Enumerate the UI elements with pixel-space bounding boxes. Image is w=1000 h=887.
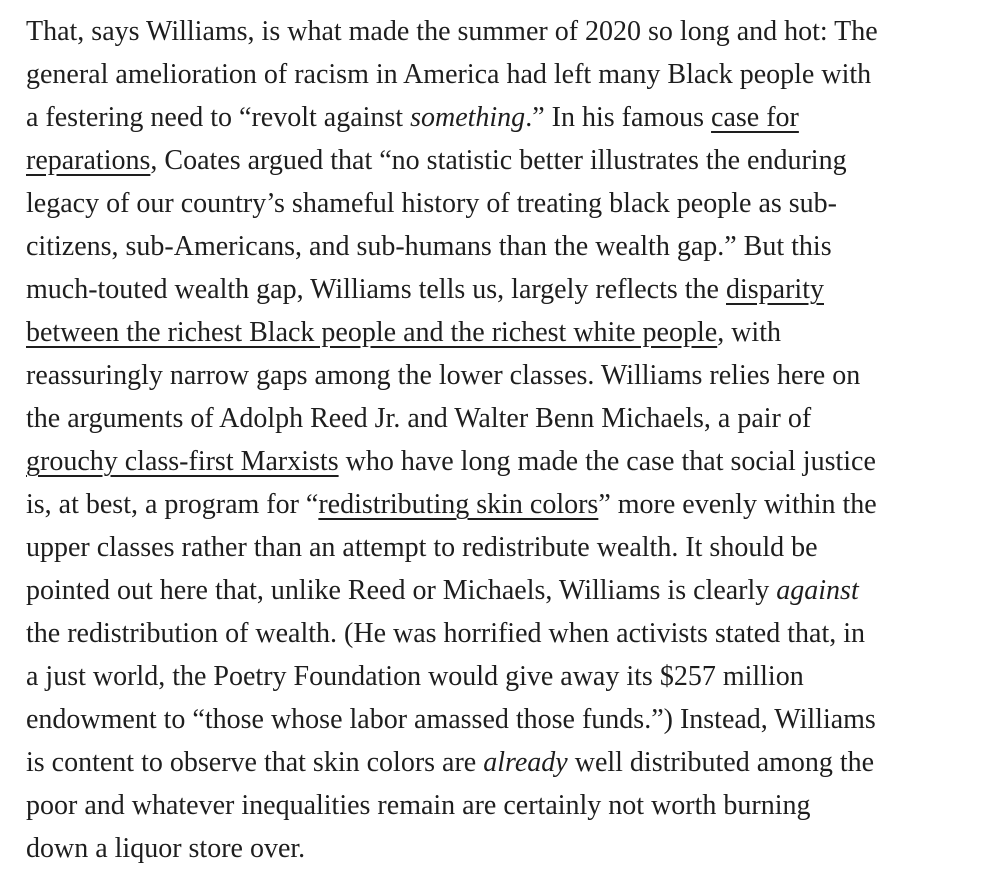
text-run: the arguments of Adolph Reed Jr. and Walter Benn Michaels, a pair of xyxy=(26,403,812,434)
text-line xyxy=(26,182,837,225)
disparity-link[interactable]: disparity xyxy=(726,274,824,305)
text-line xyxy=(26,225,832,268)
text-run: upper classes rather than an attempt to redistribute wealth. It should be xyxy=(26,532,818,563)
text-line xyxy=(26,655,804,698)
text-line xyxy=(26,397,811,440)
case-for-reparations-link[interactable]: case for xyxy=(711,102,799,133)
text-line xyxy=(26,354,860,397)
text-line xyxy=(26,741,874,784)
text-run: , with xyxy=(717,317,781,348)
text-run: citizens, sub-Americans, and sub-humans than the wealth gap.” But this xyxy=(26,231,832,262)
text-line xyxy=(26,139,847,182)
text-run: well distributed among the xyxy=(567,747,875,778)
text-line xyxy=(26,440,876,483)
text-run: much-touted wealth gap, Williams tells us, largely reflects the xyxy=(26,274,726,305)
text-line xyxy=(26,612,865,655)
text-run: reassuringly narrow gaps among the lower classes. Williams relies here on xyxy=(26,360,861,391)
text-run: pointed out here that, unlike Reed or Michaels, Williams is clearly xyxy=(26,575,777,606)
text-run: who have long made the case that social justice xyxy=(338,446,876,477)
text-run: ” more evenly within the xyxy=(598,489,877,520)
text-run: general amelioration of racism in America had left many Black people with xyxy=(26,59,872,90)
italic-text: against xyxy=(776,575,859,606)
text-line xyxy=(26,311,781,354)
text-run: down a liquor store over. xyxy=(26,833,306,864)
text-run: is, at best, a program for “ xyxy=(26,489,319,520)
text-run: a just world, the Poetry Foundation would give away its $257 million xyxy=(26,661,804,692)
text-line xyxy=(26,698,876,741)
text-run: , Coates argued that “no statistic better illustrates the enduring xyxy=(150,145,847,176)
text-run: is content to observe that skin colors are xyxy=(26,747,484,778)
text-run: .” In his famous xyxy=(525,102,712,133)
text-run: poor and whatever inequalities remain are certainly not worth burning xyxy=(26,790,811,821)
text-line xyxy=(26,483,877,526)
text-run: a festering need to “revolt against xyxy=(26,102,411,133)
text-line xyxy=(26,526,818,569)
class-first-marxists-link[interactable]: grouchy class-first Marxists xyxy=(26,446,339,477)
text-line xyxy=(26,268,824,311)
text-line xyxy=(26,53,871,96)
text-run: That, says Williams, is what made the summer of 2020 so long and hot: The xyxy=(26,16,878,47)
text-run: the redistribution of wealth. (He was horrified when activists stated that, in xyxy=(26,618,866,649)
text-line xyxy=(26,569,859,612)
case-for-reparations-link[interactable]: reparations xyxy=(26,145,151,176)
text-line xyxy=(26,10,878,53)
disparity-link[interactable]: between the richest Black people and the richest white people xyxy=(26,317,718,348)
redistributing-skin-colors-link[interactable]: redistributing skin colors xyxy=(318,489,599,520)
italic-text: already xyxy=(483,747,568,778)
text-line xyxy=(26,827,305,870)
text-line xyxy=(26,784,811,827)
text-run: endowment to “those whose labor amassed those funds.”) Instead, Williams xyxy=(26,704,876,735)
italic-text: something xyxy=(410,102,526,133)
text-line xyxy=(26,96,799,139)
text-run: legacy of our country’s shameful history of treating black people as sub- xyxy=(26,188,837,219)
